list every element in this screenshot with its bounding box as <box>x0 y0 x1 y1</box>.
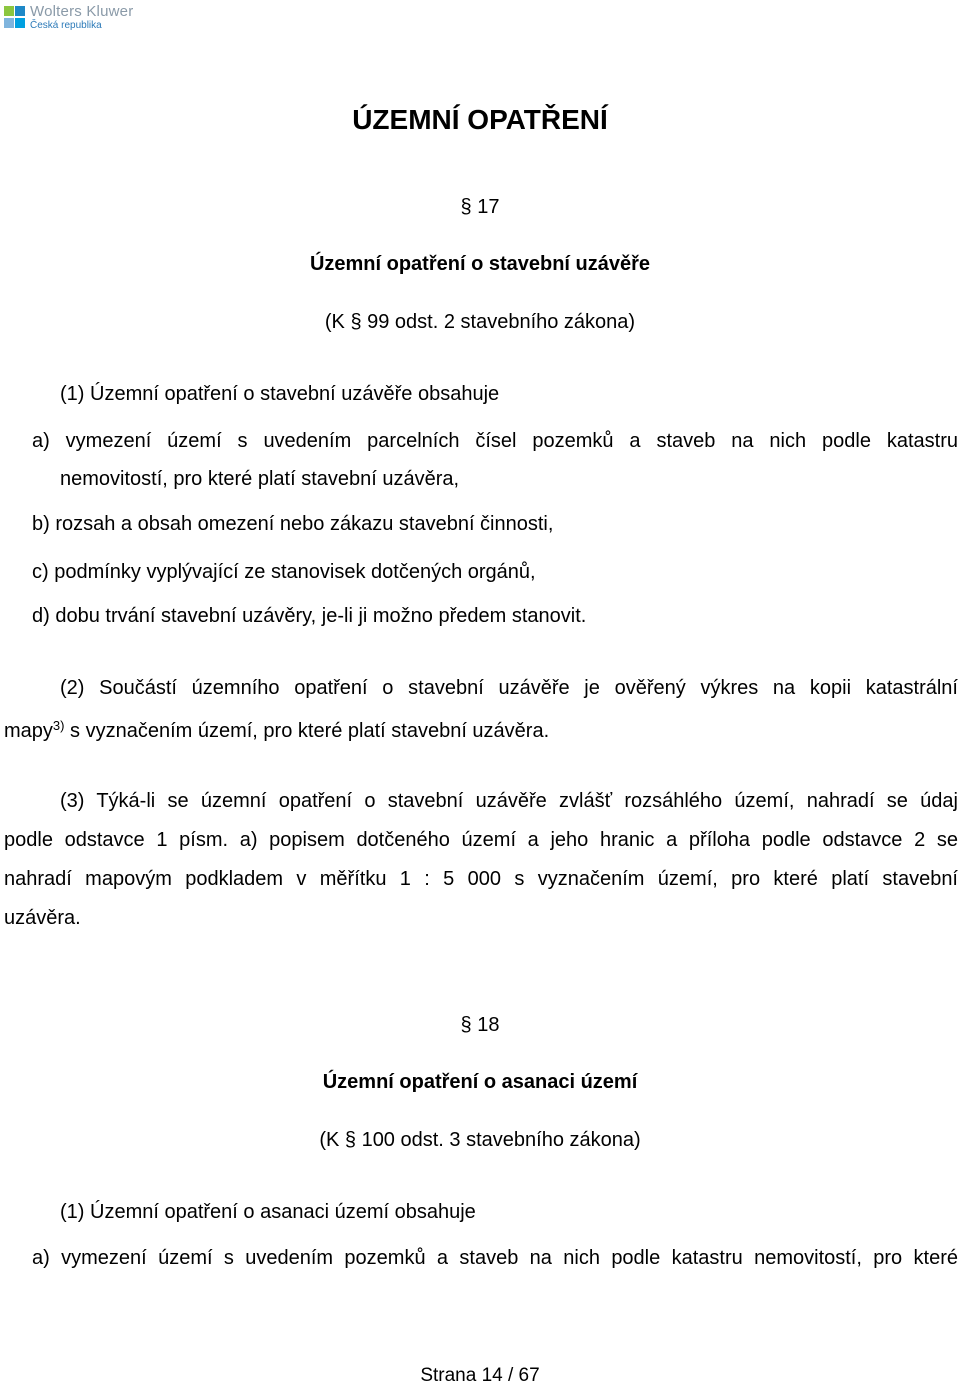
s17-item-d: d) dobu trvání stavební uzávěry, je-li ji možno předem stanovit. <box>32 605 587 627</box>
s17-paragraph-3-line-3: nahradí mapovým podkladem v měřítku 1 : 5 000 s vyznačením území, pro které platí stavební <box>4 868 958 890</box>
s18-item-a-line-1: a) vymezení území s uvedením pozemků a staveb na nich podle katastru nemovitostí, pro které <box>32 1247 958 1269</box>
s17-paragraph-3-line-2: podle odstavce 1 písm. a) popisem dotčeného území a jeho hranic a příloha podle odstavce 2 se <box>4 829 958 851</box>
publisher-logo <box>4 4 133 31</box>
s17-item-a-line-1: a) vymezení území s uvedením parcelních čísel pozemků a staveb na nich podle katastru <box>32 430 958 452</box>
section-18-heading: Územní opatření o asanaci území <box>322 1071 638 1093</box>
logo-square-2 <box>15 6 25 16</box>
footnote-reference[interactable]: 3) <box>52 718 65 733</box>
s17-paragraph-2-line-2 <box>4 719 549 743</box>
s17-item-b: b) rozsah a obsah omezení nebo zákazu stavební činnosti, <box>32 513 554 535</box>
logo-square-1 <box>4 6 14 16</box>
s18-paragraph-1-intro: (1) Územní opatření o asanaci území obsahuje <box>60 1201 476 1223</box>
section-17-reference: (K § 99 odst. 2 stavebního zákona) <box>324 311 636 333</box>
p2-text-rest: s vyznačením území, pro které platí stavební uzávěra. <box>64 720 550 742</box>
s17-paragraph-2-line-1: (2) Součástí územního opatření o stavební uzávěře je ověřený výkres na kopii katastrální <box>60 677 958 699</box>
document-title: ÚZEMNÍ OPATŘENÍ <box>352 104 608 135</box>
s17-paragraph-1-intro: (1) Územní opatření o stavební uzávěře obsahuje <box>60 383 500 405</box>
section-18-number: § 18 <box>460 1014 500 1036</box>
logo-name: Wolters Kluwer <box>30 3 134 20</box>
logo-mark-icon <box>4 6 26 28</box>
section-17-number: § 17 <box>460 196 500 218</box>
section-17-heading: Územní opatření o stavební uzávěře <box>309 253 651 275</box>
page-number: Strana 14 / 67 <box>420 1365 540 1386</box>
logo-subtitle: Česká republika <box>30 20 102 31</box>
s17-item-c: c) podmínky vyplývající ze stanovisek dotčených orgánů, <box>32 561 536 583</box>
logo-square-4 <box>15 18 25 28</box>
s17-paragraph-3-line-1: (3) Týká-li se územní opatření o stavební uzávěře zvlášť rozsáhlého území, nahradí se údaj <box>60 790 958 812</box>
logo-square-3 <box>4 18 14 28</box>
s17-paragraph-3-line-4: uzávěra. <box>4 907 81 929</box>
p2-text-mapy: mapy <box>4 720 53 742</box>
section-18-reference: (K § 100 odst. 3 stavebního zákona) <box>319 1129 641 1151</box>
s17-item-a-line-2: nemovitostí, pro které platí stavební uzávěra, <box>60 468 460 490</box>
